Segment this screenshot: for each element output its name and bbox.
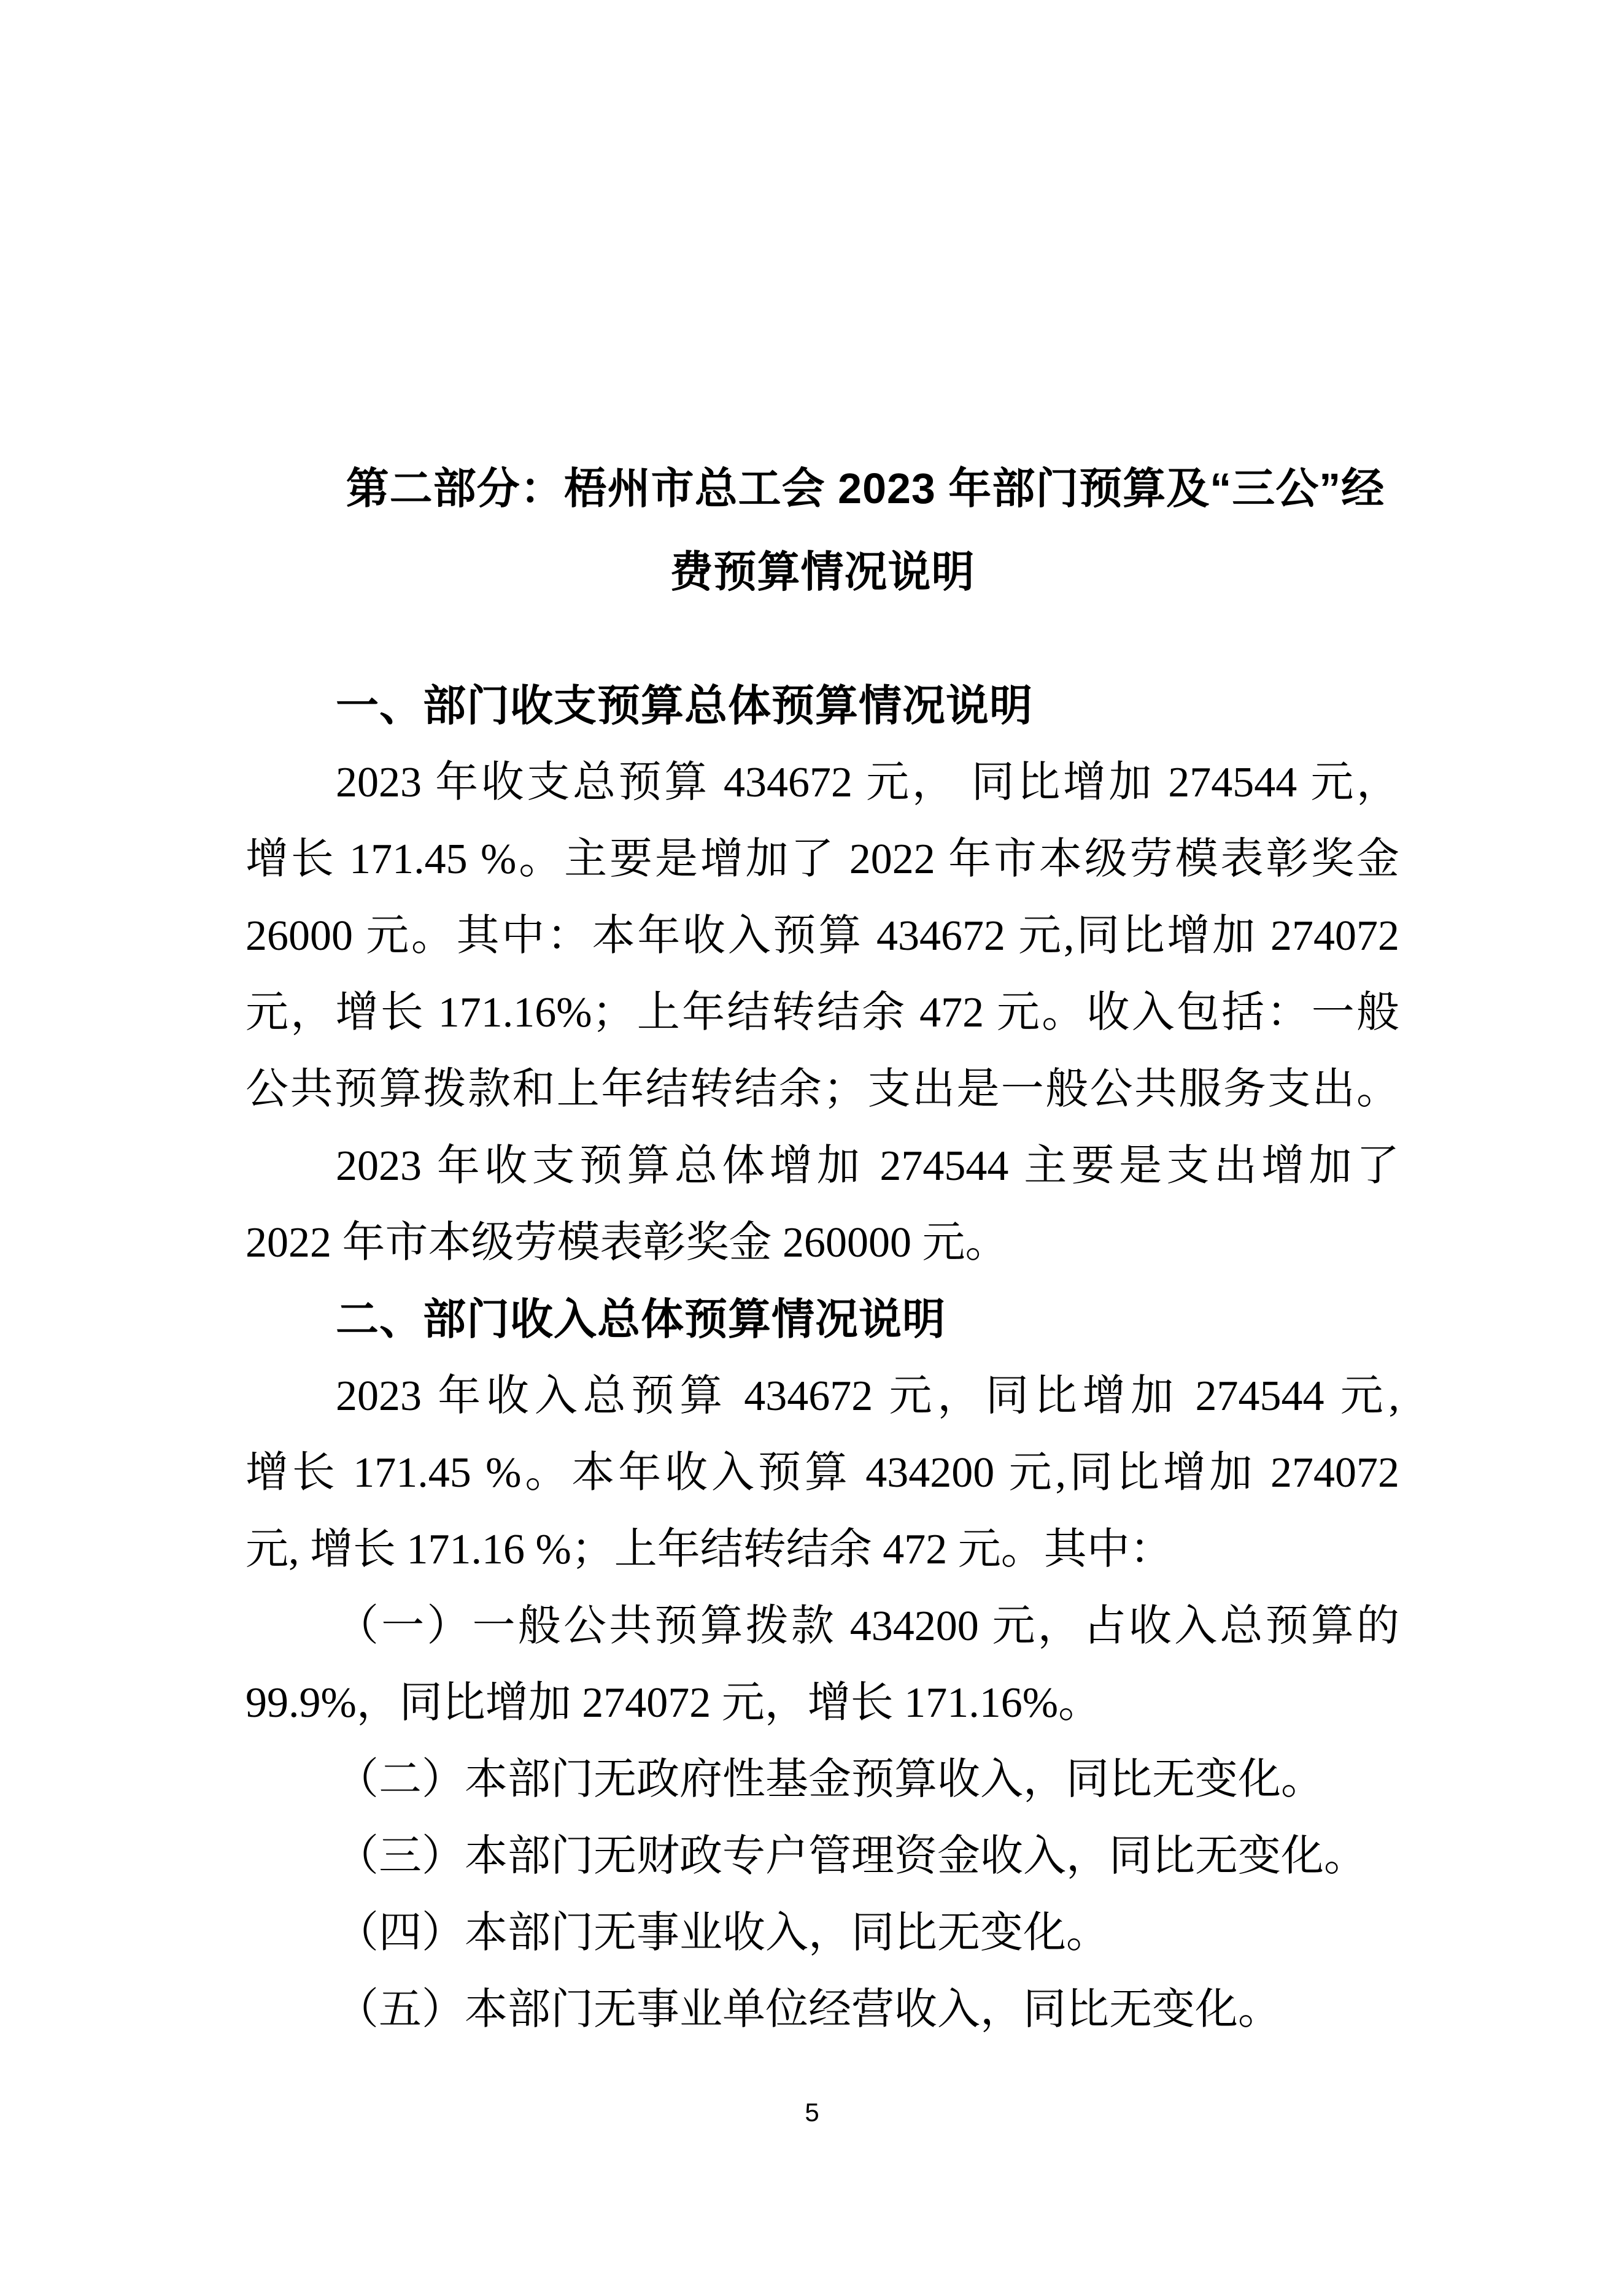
paragraph-line: 元，增长 171.16%；上年结转结余 472 元。收入包括：一般 [246,989,1399,1036]
list-item-2: （二）本部门无政府性基金预算收入，同比无变化。 [336,1756,1324,1803]
paragraph-line: 增长 171.45 %。本年收入预算 434200 元,同比增加 274072 [246,1449,1399,1497]
list-item-1: （一）一般公共预算拨款 434200 元，占收入总预算的 [336,1603,1399,1650]
list-item-5: （五）本部门无事业单位经营收入，同比无变化。 [336,1986,1281,2033]
paragraph-line: 2023 年收支预算总体增加 274544 主要是支出增加了 [336,1142,1399,1190]
paragraph-line: 2023 年收入总预算 434672 元，同比增加 274544 元, [336,1373,1399,1420]
paragraph-line: 公共预算拨款和上年结转结余；支出是一般公共服务支出。 [246,1066,1399,1113]
list-item-4: （四）本部门无事业收入，同比无变化。 [336,1909,1109,1957]
page-number: 5 [805,2098,819,2127]
section-heading-income-expense: 一、部门收支预算总体预算情况说明 [336,682,1033,730]
document-title-line-1: 第二部分：梧州市总工会 2023 年部门预算及“三公”经 [346,464,1385,512]
section-heading-income: 二、部门收入总体预算情况说明 [336,1295,946,1343]
paragraph-line: 元, 增长 171.16 %；上年结转结余 472 元。其中： [246,1526,1173,1573]
paragraph-line: 2022 年市本级劳模表彰奖金 260000 元。 [246,1219,1008,1266]
document-title [246,447,1399,614]
document-title-line-2: 费预算情况说明 [670,548,975,596]
paragraph-line: 2023 年收支总预算 434672 元， 同比增加 274544 元， [336,759,1399,806]
paragraph-line: 99.9%，同比增加 274072 元，增长 171.16%。 [246,1679,1102,1727]
paragraph-line: 增长 171.45 %。主要是增加了 2022 年市本级劳模表彰奖金 [246,836,1399,883]
paragraph-line: 26000 元。其中：本年收入预算 434672 元,同比增加 274072 [246,912,1399,960]
list-item-3: （三）本部门无财政专户管理资金收入，同比无变化。 [336,1833,1367,1880]
document-body [246,668,1399,2048]
